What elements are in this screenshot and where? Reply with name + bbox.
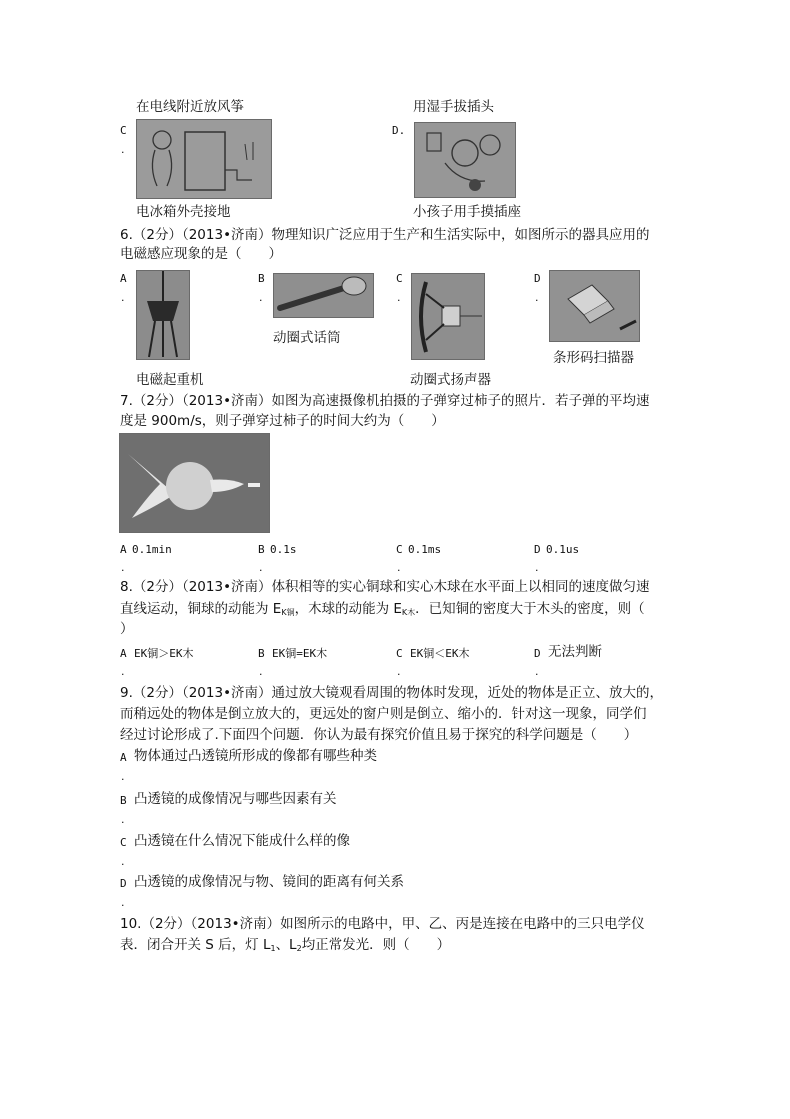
- child-touching-socket-image: [414, 122, 516, 198]
- option-dot: .: [397, 561, 401, 574]
- option-dot: .: [121, 561, 125, 574]
- refrigerator-grounding-drawing: [137, 120, 271, 198]
- q9-option-a-text: 物体通过凸透镜所形成的像都有哪些种类: [134, 748, 377, 764]
- q9-option-d-text: 凸透镜的成像情况与物、镜间的距离有何关系: [134, 874, 404, 890]
- option-dot: .: [397, 291, 401, 304]
- dynamic-loudspeaker-image: [411, 273, 485, 360]
- q8-option-b-letter: B: [258, 647, 265, 660]
- q7-option-c-text: 0.1ms: [408, 543, 442, 556]
- option-dot: .: [397, 665, 401, 678]
- q7-option-a-letter: A: [120, 543, 127, 556]
- option-dot: .: [535, 291, 539, 304]
- child-touching-socket-drawing: [415, 123, 515, 197]
- q9-option-b-text: 凸透镜的成像情况与哪些因素有关: [134, 791, 337, 807]
- microphone-drawing: [274, 274, 373, 317]
- q8-stem-line1: 8.（2分）（2013•济南）体积相等的实心铜球和实心木球在水平面上以相同的速度做匀速: [120, 579, 650, 595]
- q10-stem-line1: 10.（2分）（2013•济南）如图所示的电路中，甲、乙、丙是连接在电路中的三只电学仪: [120, 916, 645, 932]
- q8-option-b-text: EK铜=EK木: [272, 647, 328, 660]
- q7-option-c-letter: C: [396, 543, 403, 556]
- refrigerator-grounding-image: [136, 119, 272, 199]
- q6-option-c-caption: 动圈式扬声器: [410, 372, 491, 388]
- option-dot: .: [259, 291, 263, 304]
- option-dot: .: [535, 665, 539, 678]
- option-dot: .: [121, 665, 125, 678]
- q8-option-a-letter: A: [120, 647, 127, 660]
- q9-stem-line3: 经过讨论形成了.下面四个问题．你认为最有探究价值且易于探究的科学问题是（ ）: [120, 727, 638, 743]
- q7-stem-line2: 度是 900m/s，则子弹穿过柿子的时间大约为（ ）: [120, 413, 445, 429]
- q7-stem-line1: 7.（2分）（2013•济南）如图为高速摄像机拍摄的子弹穿过柿子的照片．若子弹的平均速: [120, 393, 650, 409]
- q6-option-a-caption: 电磁起重机: [136, 372, 204, 388]
- q6-option-d-caption: 条形码扫描器: [553, 350, 634, 366]
- option-dot: .: [121, 291, 125, 304]
- q5-option-d-letter: D.: [392, 124, 406, 137]
- q9-option-c-text: 凸透镜在什么情况下能成什么样的像: [134, 833, 350, 849]
- q8-stem-line2: 直线运动，铜球的动能为 $E_{K铜}$，木球的动能为 $E_{K木}$．已知铜的密度大于木头的密度，则（: [120, 601, 645, 617]
- q8-option-c-text: EK铜＜EK木: [410, 647, 470, 660]
- barcode-scanner-image: [549, 270, 640, 342]
- q5-option-d-caption: 小孩子用手摸插座: [413, 204, 521, 220]
- q8-option-a-text: EK铜＞EK木: [134, 647, 194, 660]
- option-dot: .: [121, 143, 125, 156]
- q7-option-d-letter: D: [534, 543, 541, 556]
- q6-option-b-caption: 动圈式话筒: [273, 330, 341, 346]
- scanner-drawing: [550, 271, 639, 341]
- q9-stem-line2: 而稍远处的物体是倒立放大的，更远处的窗户则是倒立、缩小的．针对这一现象，同学们: [120, 706, 647, 722]
- q9-option-d-letter: D: [120, 877, 127, 890]
- electromagnetic-crane-image: [136, 270, 190, 360]
- q6-option-b-letter: B: [258, 272, 265, 285]
- q7-option-b-letter: B: [258, 543, 265, 556]
- bullet-through-persimmon-photo: [119, 433, 270, 533]
- option-dot: .: [121, 813, 125, 826]
- crane-drawing: [137, 271, 189, 359]
- q6-option-a-letter: A: [120, 272, 127, 285]
- option-dot: .: [259, 665, 263, 678]
- q7-option-b-text: 0.1s: [270, 543, 297, 556]
- q9-option-c-letter: C: [120, 836, 127, 849]
- q8-option-c-letter: C: [396, 647, 403, 660]
- q5-option-b-caption: 用湿手拔插头: [413, 99, 494, 115]
- q8-option-d-text: 无法判断: [548, 644, 602, 660]
- q9-stem-line1: 9.（2分）（2013•济南）通过放大镜观看周围的物体时发现，近处的物体是正立、放大的，: [120, 685, 664, 701]
- q9-option-a-letter: A: [120, 751, 127, 764]
- dynamic-microphone-image: [273, 273, 374, 318]
- q5-option-c-caption: 电冰箱外壳接地: [136, 204, 231, 220]
- option-dot: .: [121, 896, 125, 909]
- option-dot: .: [535, 561, 539, 574]
- option-dot: .: [259, 561, 263, 574]
- option-dot: .: [121, 770, 125, 783]
- q6-stem-line2: 电磁感应现象的是（ ）: [120, 246, 282, 262]
- q7-option-a-text: 0.1min: [132, 543, 172, 556]
- q5-option-a-caption: 在电线附近放风筝: [136, 99, 244, 115]
- q8-option-d-letter: D: [534, 647, 541, 660]
- q7-option-d-text: 0.1us: [546, 543, 580, 556]
- q6-stem-line1: 6.（2分）（2013•济南）物理知识广泛应用于生产和生活实际中，如图所示的器具应用的: [120, 227, 650, 243]
- q5-option-c-letter: C: [120, 124, 127, 137]
- option-dot: .: [121, 855, 125, 868]
- q9-option-b-letter: B: [120, 794, 127, 807]
- bullet-photo-drawing: [120, 434, 269, 532]
- q6-option-d-letter: D: [534, 272, 541, 285]
- q8-stem-line3: ）: [120, 621, 134, 637]
- q10-stem-line2: 表．闭合开关 S 后，灯 $L_1$、$L_2$均正常发光．则（ ）: [120, 937, 451, 953]
- q6-option-c-letter: C: [396, 272, 403, 285]
- loudspeaker-drawing: [412, 274, 484, 359]
